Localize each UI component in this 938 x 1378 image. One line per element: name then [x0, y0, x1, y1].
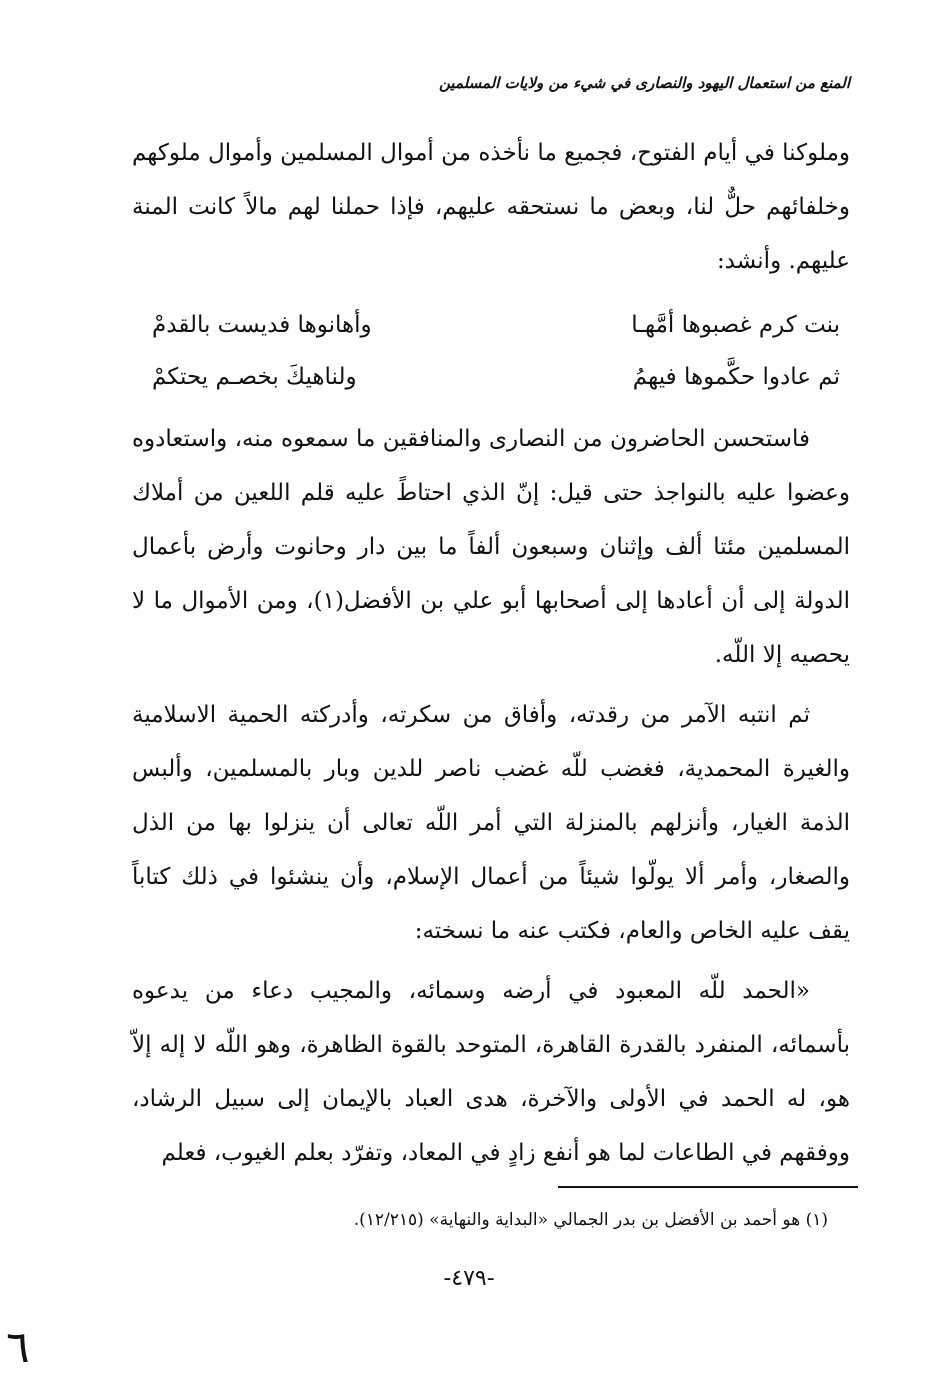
verse-second-hemistich: وأهانوها فديست بالقدمْ [152, 312, 372, 338]
running-title: المنع من استعمال اليهود والنصارى في شيء من ولايات المسلمين [431, 74, 850, 92]
verse-first-hemistich: ثم عادوا حكَّموها فيهمُ [632, 364, 840, 390]
footnote-separator [558, 1186, 858, 1188]
paragraph: ثم انتبه الآمر من رقدته، وأفاق من سكرته، وأدركته الحمية الاسلامية والغيرة المحمدية، فغضب للّه غضب ناصر للدين وبار بالمسلمين، وألبس الذمة الغيار، وأنزلهم بالمنزلة التي أمر اللّه تعالى أن ينزلوا بها من الذل والصغار، وأمر ألا يولّوا شيئاً من أعمال الإسلام، وأن ينشئوا في ذلك كتاباً يقف عليه الخاص والعام، فكتب عنه ما نسخته: [132, 702, 850, 944]
paragraph: فاستحسن الحاضرون من النصارى والمنافقين ما سمعوه منه، واستعادوه وعضوا عليه بالنواجذ حتى قيل: إنّ الذي احتاطً عليه قلم اللعين من أملاك المسلمين مئتا ألف وإثنان وسبعون ألفاً ما بين دار وحانوت وأرض بأعمال الدولة إلى أن أعادها إلى أصحابها أبو علي بن الأفضل(١)، ومن الأموال ما لا يحصيه إلا اللّه. [132, 426, 850, 668]
verse-first-hemistich: بنت كرم غصبوها أمَّهـا [631, 312, 840, 338]
page-number: -٤٧٩- [443, 1266, 495, 1291]
margin-mark: ٦ [6, 1322, 30, 1373]
footnote: (١) هو أحمد بن الأفضل بن بدر الجمالي «البداية والنهاية» (١٢/٢١٥). [353, 1210, 828, 1230]
verse-second-hemistich: ولناهيكَ بخصـم يحتكمْ [152, 364, 357, 390]
main-text [132, 126, 850, 1186]
running-header [135, 70, 850, 100]
poem-verse [132, 346, 850, 398]
poem [132, 294, 850, 398]
poem-verse [132, 294, 850, 346]
paragraph: «الحمد للّه المعبود في أرضه وسمائه، والمجيب دعاء من يدعوه بأسمائه، المنفرد بالقدرة القاهرة، المتوحد بالقوة الظاهرة، وهو اللّه لا إله إلاّ هو، له الحمد في الأولى والآخرة، هدى العباد بالإيمان إلى سبيل الرشاد، ووفقهم في الطاعات لما هو أنفع زادٍ في المعاد، وتفرّد بعلم الغيوب، فعلم [132, 978, 850, 1166]
paragraph: وملوكنا في أيام الفتوح، فجميع ما نأخذه من أموال المسلمين وأموال ملوكهم وخلفائهم حلٌّ لنا، وبعض ما نستحقه عليهم، فإذا حملنا لهم مالاً كانت المنة عليهم. وأنشد: [132, 140, 850, 274]
